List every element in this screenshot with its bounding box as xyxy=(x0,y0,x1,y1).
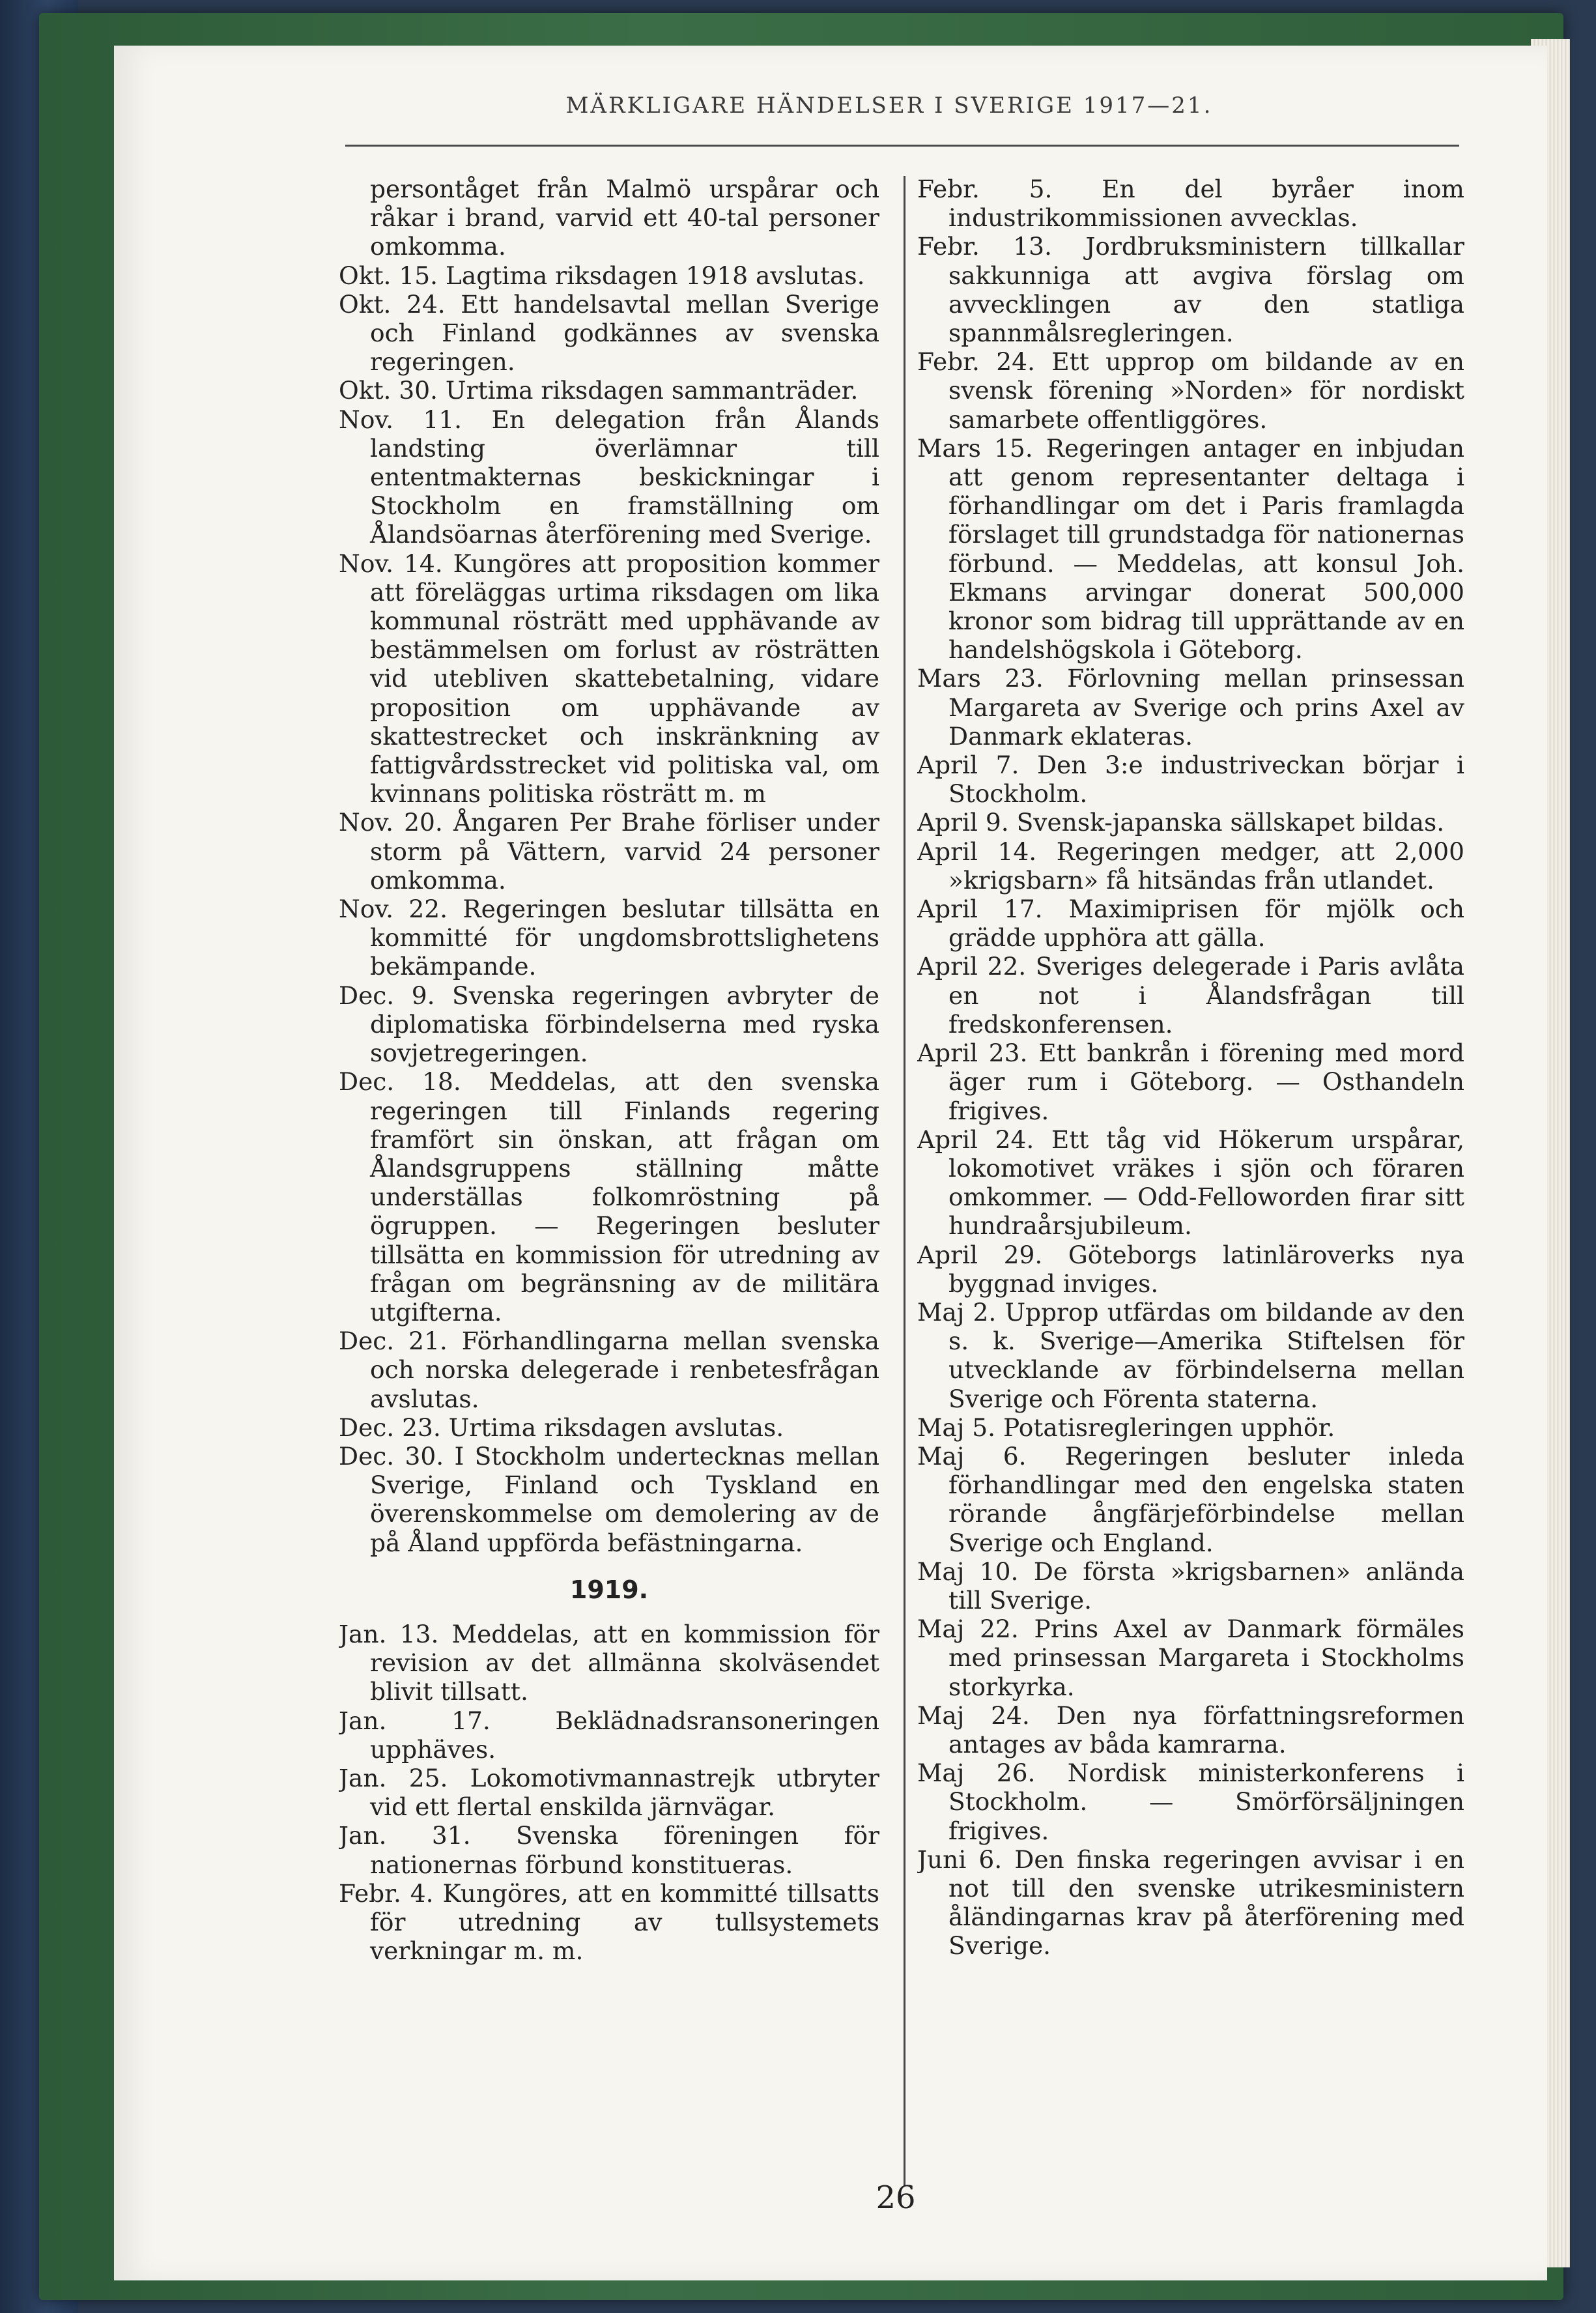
chronicle-entry: Mars 23. Förlovning mellan prinsessan Margareta av Sverige och prins Axel av Danmark eklateras. xyxy=(917,664,1464,751)
chronicle-entry: Dec. 18. Meddelas, att den svenska regeringen till Finlands regering framfört sin önskan, att frågan om Ålandsgruppens ställning måtte underställas folkomröstning på ögruppen. — Regeringen besluter tillsätta en kommission för utredning av frågan om begränsning av de militära utgifterna. xyxy=(339,1067,879,1327)
chronicle-entry: Nov. 11. En delegation från Ålands landsting överlämnar till ententmakternas beskickningar i Stockholm en framställning om Ålandsöarnas återförening med Sverige. xyxy=(339,405,879,549)
chronicle-entry: April 29. Göteborgs latinläroverks nya byggnad inviges. xyxy=(917,1240,1464,1298)
chronicle-entry: Nov. 14. Kungöres att proposition kommer att föreläggas urtima riksdagen om lika kommunal rösträtt med upphävande av bestämmelsen om forlust av rösträtten vid utebliven skattebetalning, vidare proposition om upphävande av skattestrecket och inskränkning av fattigvårdsstrecket vid politiska val, om kvinnans politiska rösträtt m. m xyxy=(339,549,879,809)
chronicle-entry: persontåget från Malmö urspårar och råkar i brand, varvid ett 40-tal personer omkomma. xyxy=(370,175,879,261)
chronicle-entry: Jan. 31. Svenska föreningen för nationernas förbund konstitueras. xyxy=(339,1821,879,1879)
left-entries-1919 xyxy=(339,1620,879,1965)
chronicle-entry: April 7. Den 3:e industriveckan börjar i Stockholm. xyxy=(917,751,1464,809)
chronicle-entry: Dec. 21. Förhandlingarna mellan svenska och norska delegerade i renbetesfrågan avslutas. xyxy=(339,1327,879,1413)
header-rule xyxy=(345,145,1459,147)
chronicle-entry: Febr. 5. En del byråer inom industrikommissionen avvecklas. xyxy=(917,175,1464,233)
chronicle-entry: Okt. 15. Lagtima riksdagen 1918 avslutas. xyxy=(339,261,865,290)
chronicle-entry: Maj 24. Den nya författningsreformen antages av båda kamrarna. xyxy=(917,1701,1464,1759)
chronicle-entry: April 22. Sveriges delegerade i Paris avlåta en not i Ålandsfrågan till fredskonferensen. xyxy=(917,952,1464,1039)
chronicle-entry: Febr. 13. Jordbruksministern tillkallar sakkunniga att avgiva förslag om avvecklingen av den statliga spannmålsregleringen. xyxy=(917,232,1464,348)
chronicle-entry: Febr. 24. Ett upprop om bildande av en svensk förening »Norden» för nordiskt samarbete offentliggöres. xyxy=(917,347,1464,434)
chronicle-entry: Okt. 24. Ett handelsavtal mellan Sverige och Finland godkännes av svenska regeringen. xyxy=(339,289,879,377)
chronicle-entry: Febr. 4. Kungöres, att en kommitté tillsatts för utredning av tullsystemets verkningar m. m. xyxy=(339,1878,879,1966)
chronicle-entry: April 17. Maximiprisen för mjölk och grädde upphöra att gälla. xyxy=(917,895,1464,953)
chronicle-entry: April 14. Regeringen medger, att 2,000 »krigsbarn» få hitsändas från utlandet. xyxy=(917,837,1464,895)
chronicle-entry: Jan. 13. Meddelas, att en kommission för revision av det allmänna skolväsendet blivit tillsatt. xyxy=(339,1619,879,1706)
chronicle-entry: Jan. 17. Beklädnadsransoneringen upphäves. xyxy=(339,1706,879,1764)
chronicle-entry: Maj 5. Potatisregleringen upphör. xyxy=(917,1413,1335,1442)
chronicle-entry: Nov. 22. Regeringen beslutar tillsätta en kommitté för ungdomsbrottslighetens bekämpande. xyxy=(339,895,879,981)
column-divider xyxy=(904,176,905,2186)
chronicle-entry: Maj 10. De första »krigsbarnen» anlända till Sverige. xyxy=(917,1557,1464,1615)
chronicle-entry: Maj 26. Nordisk ministerkonferens i Stockholm. — Smörförsäljningen frigives. xyxy=(917,1759,1464,1845)
chronicle-entry: Dec. 9. Svenska regeringen avbryter de diplomatiska förbindelserna med ryska sovjetregeringen. xyxy=(339,981,879,1068)
chronicle-entry: Jan. 25. Lokomotivmannastrejk utbryter vid ett flertal enskilda järnvägar. xyxy=(339,1763,879,1822)
left-column xyxy=(339,175,879,2188)
chronicle-entry: Nov. 20. Ångaren Per Brahe förliser under storm på Vättern, varvid 24 personer omkomma. xyxy=(339,808,879,895)
chronicle-entry: Okt. 30. Urtima riksdagen sammanträder. xyxy=(339,376,859,405)
chronicle-entry: Mars 15. Regeringen antager en inbjudan att genom representanter deltaga i förhandlingar om det i Paris framlagda förslaget till grundstadga för nationernas förbund. — Meddelas, att konsul Joh. Ekmans arvingar donerat 500,000 kronor som bidrag till upprättande av en handelshögskola i Göteborg. xyxy=(917,433,1464,665)
chronicle-entry: Dec. 23. Urtima riksdagen avslutas. xyxy=(339,1413,784,1442)
chronicle-entry: Maj 22. Prins Axel av Danmark förmäles med prinsessan Margareta i Stockholms storkyrka. xyxy=(917,1615,1464,1701)
chronicle-entry: Maj 6. Regeringen besluter inleda förhandlingar med den engelska staten rörande ångfärjeförbindelse mellan Sverige och England. xyxy=(917,1441,1464,1557)
chronicle-entry: Maj 2. Upprop utfärdas om bildande av den s. k. Sverige—Amerika Stiftelsen för utvecklande av förbindelserna mellan Sverige och Förenta staterna. xyxy=(917,1297,1464,1413)
year-heading: 1919. xyxy=(569,1575,649,1604)
chronicle-entry: April 24. Ett tåg vid Hökerum urspårar, lokomotivet vräkes i sjön och föraren omkommer. — Odd-Felloworden firar sitt hundraårsjubileum. xyxy=(917,1125,1464,1241)
chronicle-entry: Juni 6. Den finska regeringen avvisar i en not till den svenske utrikesministern åländingarnas krav på återförening med Sverige. xyxy=(917,1845,1464,1961)
right-column xyxy=(917,175,1464,2188)
running-header: MÄRKLIGARE HÄNDELSER I SVERIGE 1917—21. xyxy=(565,93,1213,119)
chronicle-entry: April 9. Svensk-japanska sällskapet bildas. xyxy=(917,808,1445,837)
left-entries-1918 xyxy=(339,175,879,1557)
chronicle-entry: Dec. 30. I Stockholm undertecknas mellan Sverige, Finland och Tyskland en överenskommelse om demolering av de på Åland uppförda befästningarna. xyxy=(339,1441,879,1557)
chronicle-entry: April 23. Ett bankrån i förening med mord äger rum i Göteborg. — Osthandeln frigives. xyxy=(917,1039,1464,1125)
page-number: 26 xyxy=(876,2179,916,2216)
right-entries-1919 xyxy=(917,175,1464,1961)
